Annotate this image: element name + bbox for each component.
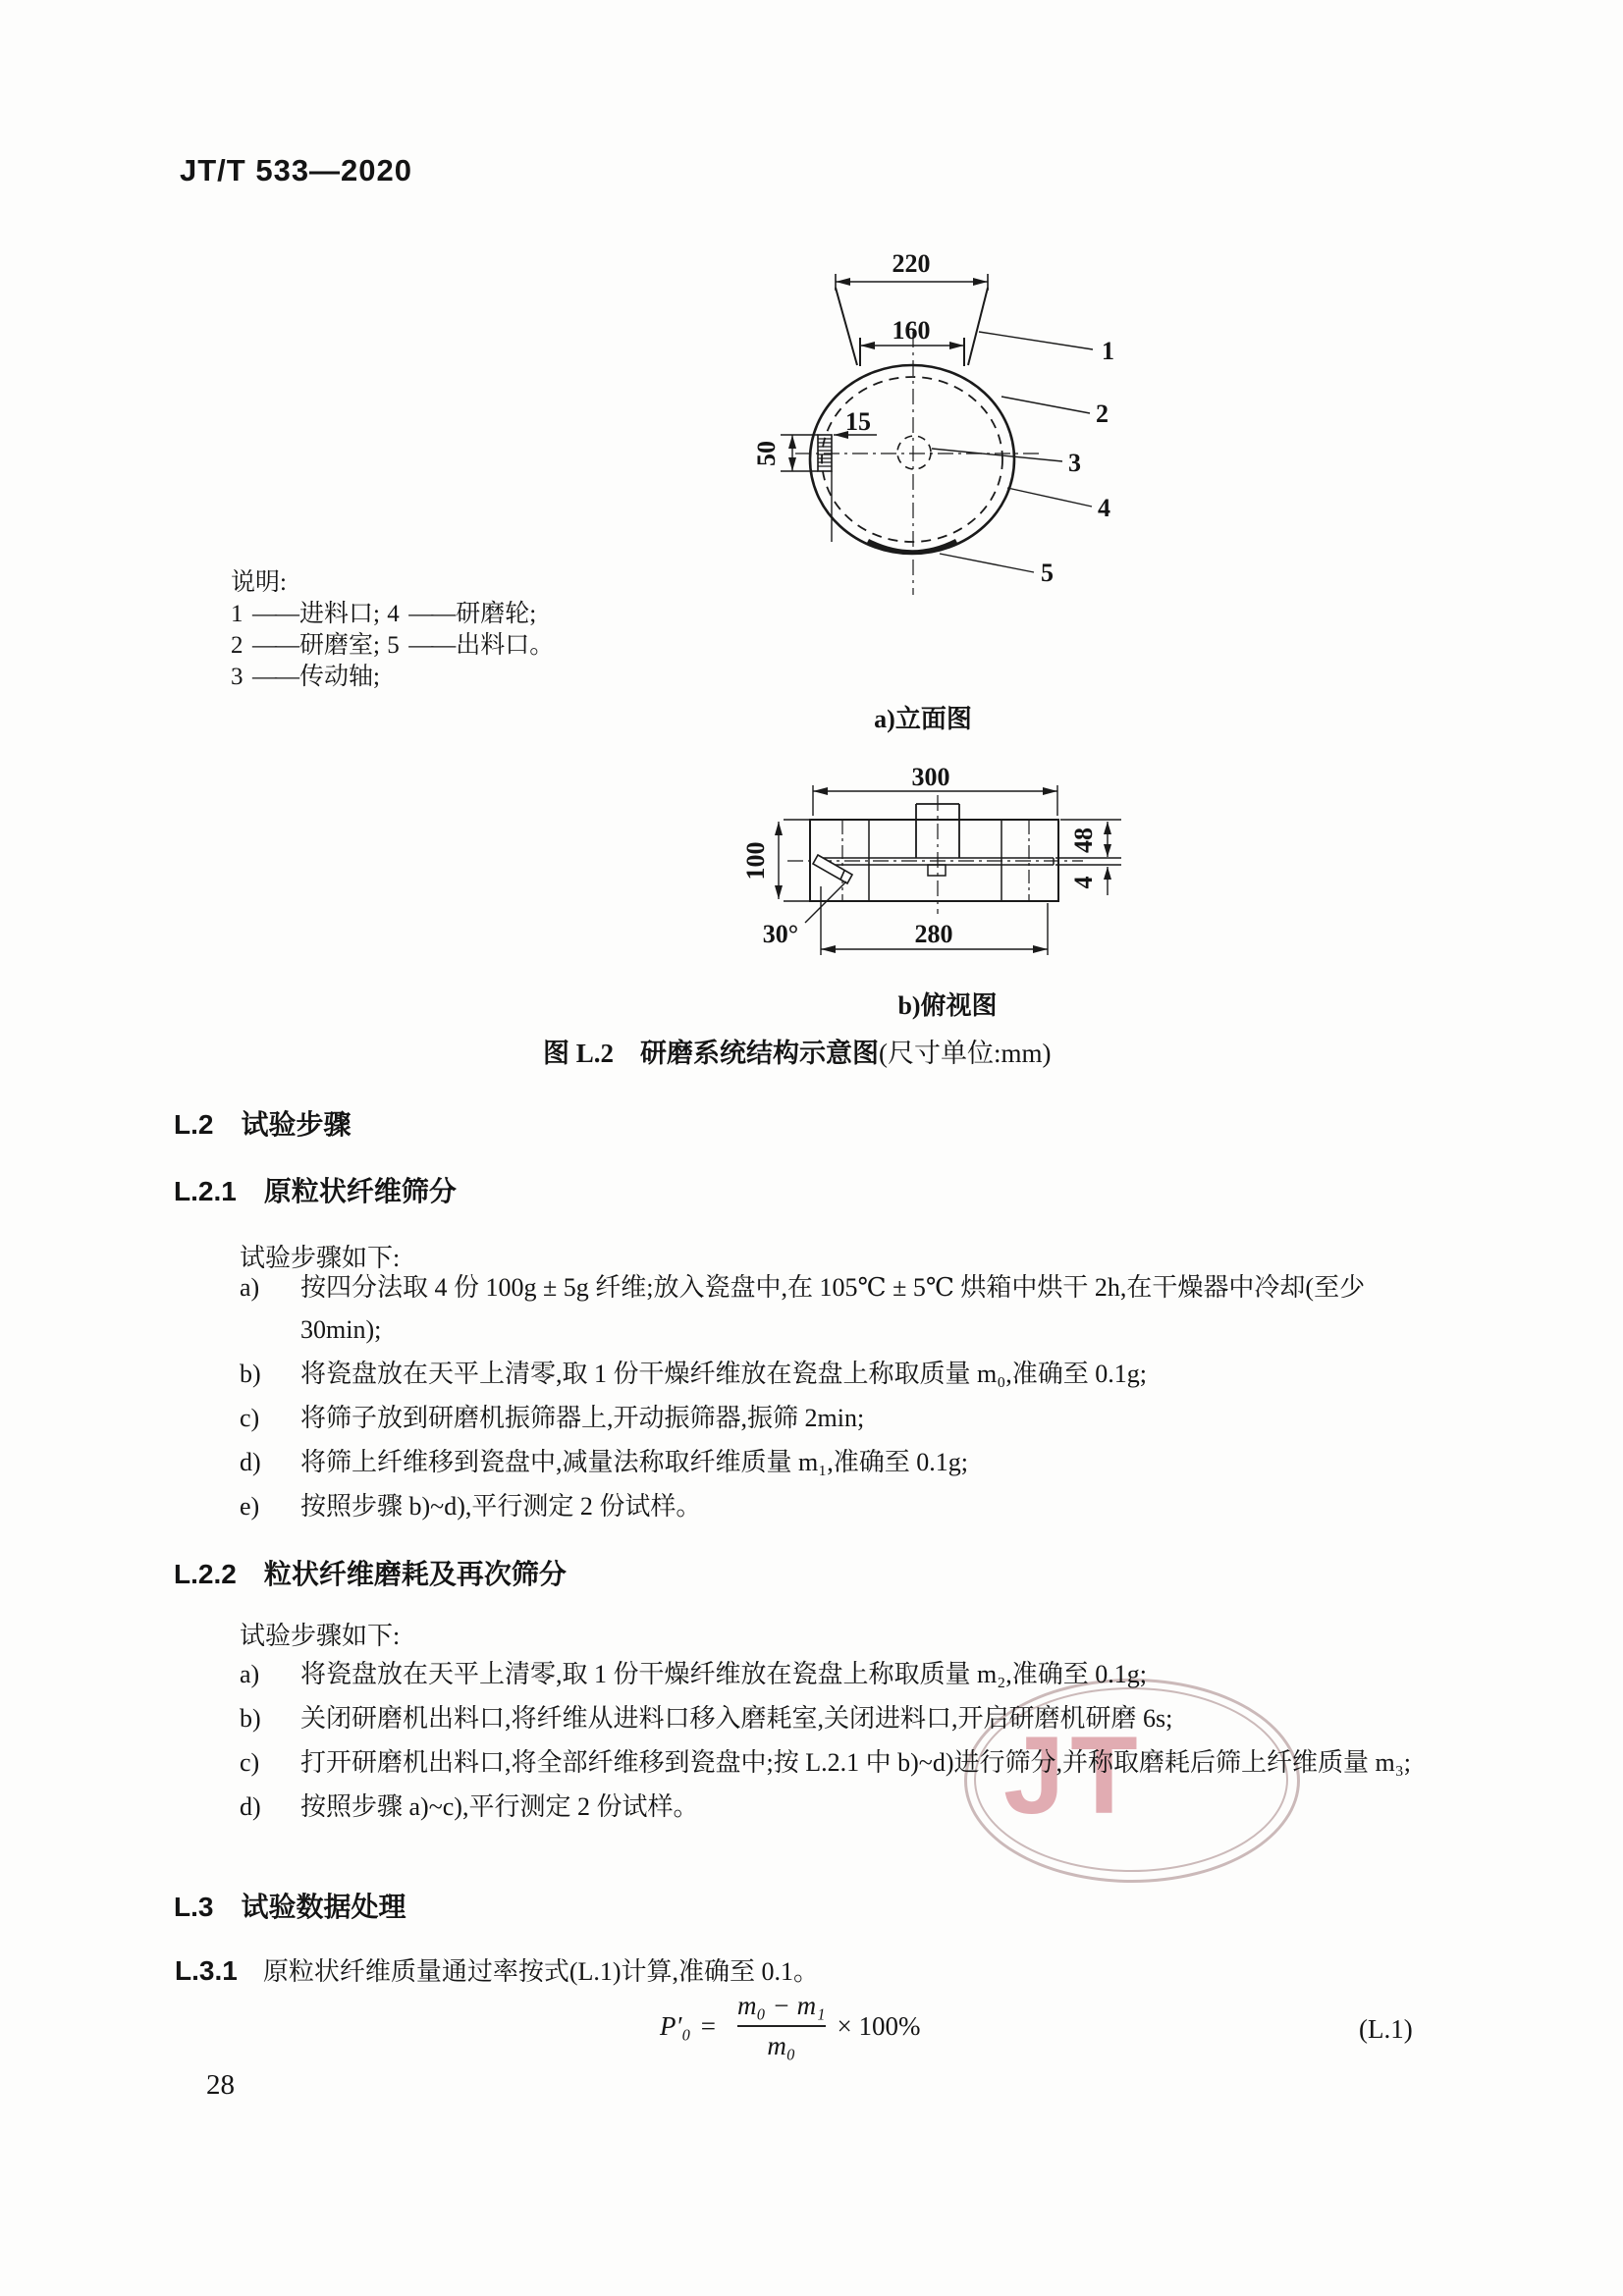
legend-row: [231, 662, 554, 692]
list-item: c) 打开研磨机出料口,将全部纤维移到瓷盘中;按 L.2.1 中 b)~d)进行筛分,并称取磨耗后筛上纤维质量 m₃;: [240, 1748, 1412, 1777]
list-item: a) 将瓷盘放在天平上清零,取 1 份干燥纤维放在瓷盘上称取质量 m₂,准确至 0.1g;: [240, 1660, 1148, 1688]
dim-30deg: 30°: [762, 920, 799, 948]
legend-item-3: 3 ——传动轴;: [231, 664, 380, 690]
dim-160: 160: [892, 316, 931, 345]
part-label-4: 4: [1098, 494, 1110, 522]
figure-unit-note: (尺寸单位:mm): [879, 1039, 1052, 1068]
dim-48: 48: [1069, 828, 1098, 853]
figure-title: 研磨系统结构示意图: [640, 1039, 880, 1068]
l21-intro: 试验步骤如下:: [240, 1244, 401, 1272]
figure-number: 图 L.2: [543, 1039, 615, 1068]
part-label-2: 2: [1096, 400, 1109, 428]
l31-paragraph: L.3.1 原粒状纤维质量通过率按式(L.1)计算,准确至 0.1。: [175, 1955, 820, 1986]
dim-100: 100: [741, 841, 770, 881]
legend-item-5: 5 ——出料口。: [387, 632, 555, 659]
heading-l2: L.2 试验步骤: [174, 1109, 352, 1140]
legend-row: [231, 630, 554, 661]
formula-multiplier: × 100%: [837, 2010, 921, 2041]
heading-l22: L.2.2 粒状纤维磨耗及再次筛分: [174, 1559, 567, 1589]
formula-equals: =: [700, 2010, 717, 2041]
formula-numerator: m₀ − m₁: [737, 1991, 826, 2020]
dim-300: 300: [911, 763, 950, 791]
formula-lhs: P′₀: [660, 2010, 691, 2041]
dim-220: 220: [892, 249, 931, 278]
vane: [813, 855, 852, 883]
dim-280: 280: [914, 920, 953, 948]
legend-title: 说明:: [231, 569, 287, 596]
grinding-wheel: [818, 435, 832, 542]
outlet-notch: [928, 865, 946, 876]
legend-item-4: 4 ——研磨轮;: [387, 601, 537, 627]
heading-l31: L.3.1: [175, 1955, 238, 1986]
list-item: d) 将筛上纤维移到瓷盘中,减量法称取纤维质量 m₁,准确至 0.1g;: [240, 1448, 969, 1476]
part-label-3: 3: [1068, 449, 1081, 477]
list-item: e) 按照步骤 b)~d),平行测定 2 份试样。: [240, 1492, 702, 1521]
list-item: b) 将瓷盘放在天平上清零,取 1 份干燥纤维放在瓷盘上称取质量 m₀,准确至 0.1g;: [240, 1360, 1148, 1388]
top-view-diagram: [741, 763, 1139, 968]
elevation-geometry: [781, 274, 1093, 595]
l21-step-list: [240, 1266, 1451, 1529]
dim-15: 15: [845, 407, 871, 436]
drive-shaft: [897, 436, 931, 469]
list-item: b) 关闭研磨机出料口,将纤维从进料口移入磨耗室,关闭进料口,开启研磨机研磨 6s;: [240, 1704, 1173, 1733]
figure-legend: [231, 567, 554, 692]
page-number: 28: [206, 2069, 235, 2101]
list-item: a) 按四分法取 4 份 100g ± 5g 纤维;放入瓷盘中,在 105℃ ± 5℃ 烘箱中烘干 2h,在干燥器中冷却(至少 30min);: [240, 1273, 1366, 1344]
formula-l1: [660, 1991, 921, 2061]
legend-item-2: 2 ——研磨室;: [231, 632, 380, 659]
part-label-1: 1: [1102, 337, 1114, 365]
part-label-5: 5: [1041, 559, 1054, 587]
dim-50: 50: [752, 441, 781, 466]
heading-l3: L.3 试验数据处理: [174, 1892, 406, 1922]
heading-l21: L.2.1 原粒状纤维筛分: [174, 1176, 457, 1206]
l22-step-list: [240, 1653, 1503, 1830]
watermark-logo: JT: [1003, 1714, 1144, 1837]
elevation-caption: a)立面图: [874, 705, 972, 733]
figure-caption: [543, 1032, 1052, 1070]
legend-item-1: 1 ——进料口;: [231, 601, 380, 627]
list-item: d) 按照步骤 a)~c),平行测定 2 份试样。: [240, 1792, 699, 1821]
l22-intro: 试验步骤如下:: [240, 1622, 401, 1650]
legend-row: [231, 599, 554, 629]
elevation-view-diagram: [722, 236, 1134, 597]
grinding-chamber: [810, 365, 1014, 554]
formula-number: (L.1): [1359, 2014, 1413, 2044]
top-view-caption: b)俯视图: [897, 991, 998, 1020]
formula-denominator: m₀: [767, 2031, 796, 2060]
formula-fraction: [737, 1991, 826, 2061]
dim-4: 4: [1069, 876, 1098, 889]
fraction-bar: [737, 2025, 826, 2027]
list-item: c) 将筛子放到研磨机振筛器上,开动振筛器,振筛 2min;: [240, 1404, 865, 1432]
document-number: JT/T 533—2020: [180, 153, 413, 187]
